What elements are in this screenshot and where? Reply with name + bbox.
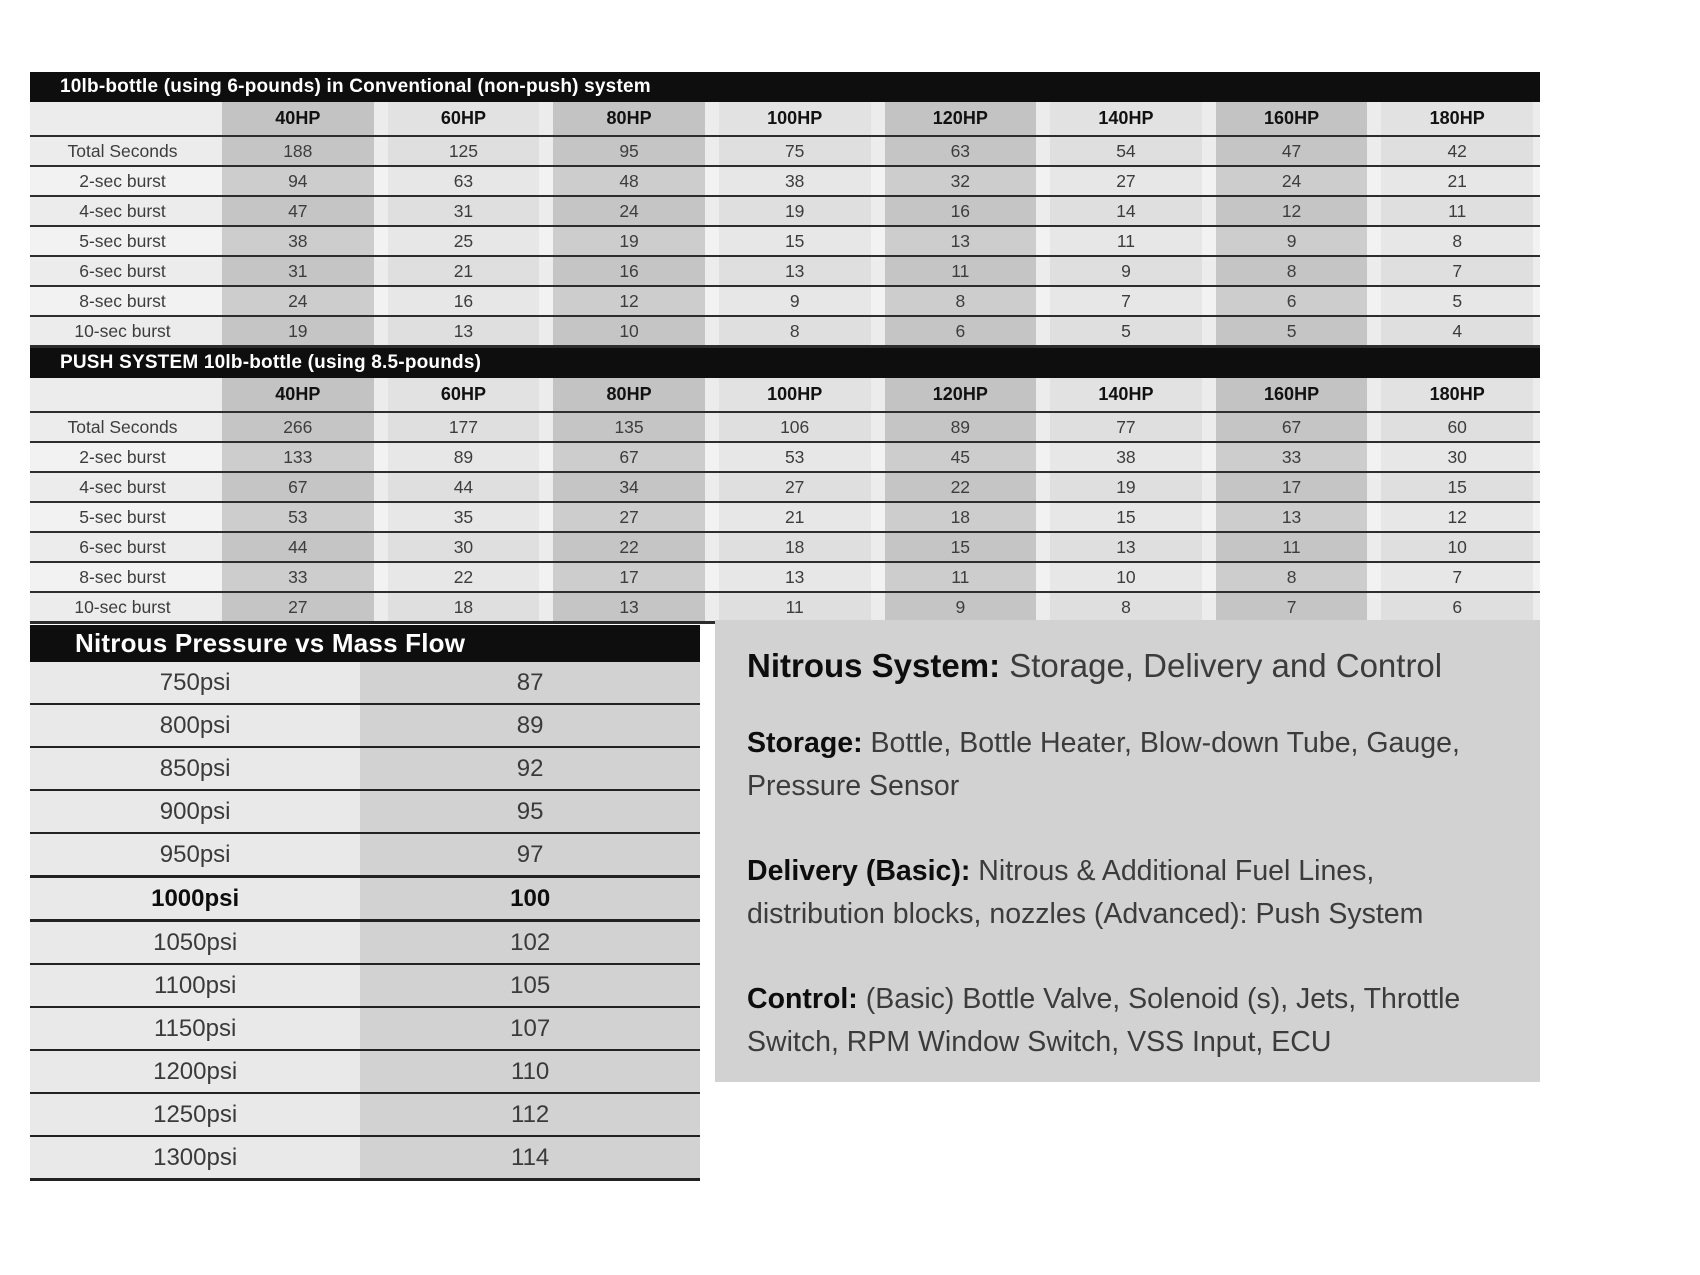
table-row <box>30 442 1540 472</box>
pressure-row <box>30 833 700 877</box>
value-cell: 24 <box>1209 166 1375 196</box>
value-cell: 13 <box>381 316 547 347</box>
control-paragraph <box>747 978 1508 1064</box>
pressure-cell: 1050psi <box>30 921 360 965</box>
value-cell: 47 <box>215 196 381 226</box>
pressure-cell: 1250psi <box>30 1093 360 1136</box>
value-cell: 13 <box>1043 532 1209 562</box>
row-label: 10-sec burst <box>30 316 215 347</box>
pressure-cell: 1200psi <box>30 1050 360 1093</box>
flow-cell: 107 <box>360 1007 700 1050</box>
value-cell: 9 <box>1043 256 1209 286</box>
info-heading-label: Nitrous System: <box>747 647 1001 684</box>
row-label: Total Seconds <box>30 136 215 166</box>
value-cell: 44 <box>381 472 547 502</box>
table-row <box>30 472 1540 502</box>
value-cell: 38 <box>1043 442 1209 472</box>
pressure-row <box>30 747 700 790</box>
value-cell: 31 <box>381 196 547 226</box>
value-cell: 30 <box>1374 442 1540 472</box>
value-cell: 13 <box>546 592 712 623</box>
row-label: 8-sec burst <box>30 286 215 316</box>
delivery-paragraph <box>747 850 1508 936</box>
value-cell: 21 <box>712 502 878 532</box>
value-cell: 16 <box>878 196 1044 226</box>
row-label: 6-sec burst <box>30 532 215 562</box>
flow-cell: 110 <box>360 1050 700 1093</box>
value-cell: 9 <box>1209 226 1375 256</box>
flow-cell: 87 <box>360 662 700 704</box>
column-header: 40HP <box>215 102 381 136</box>
value-cell: 95 <box>546 136 712 166</box>
value-cell: 11 <box>878 256 1044 286</box>
column-header: 160HP <box>1209 378 1375 412</box>
value-cell: 60 <box>1374 412 1540 442</box>
column-header: 60HP <box>381 102 547 136</box>
value-cell: 6 <box>1209 286 1375 316</box>
storage-text: Bottle, Bottle Heater, Blow-down Tube, Gauge, Pressure Sensor <box>747 727 1460 802</box>
row-label: 4-sec burst <box>30 472 215 502</box>
value-cell: 22 <box>546 532 712 562</box>
push-system-table <box>30 378 1540 624</box>
conventional-table-title: 10lb-bottle (using 6-pounds) in Conventional (non-push) system <box>60 76 651 97</box>
value-cell: 24 <box>546 196 712 226</box>
value-cell: 7 <box>1374 562 1540 592</box>
value-cell: 27 <box>712 472 878 502</box>
value-cell: 12 <box>1209 196 1375 226</box>
row-label: 2-sec burst <box>30 166 215 196</box>
table-row <box>30 226 1540 256</box>
corner-cell <box>30 102 215 136</box>
value-cell: 19 <box>546 226 712 256</box>
pressure-row <box>30 1007 700 1050</box>
storage-paragraph <box>747 722 1508 808</box>
column-header: 180HP <box>1374 102 1540 136</box>
value-cell: 75 <box>712 136 878 166</box>
flow-cell: 100 <box>360 877 700 921</box>
header-row <box>30 378 1540 412</box>
value-cell: 7 <box>1043 286 1209 316</box>
value-cell: 266 <box>215 412 381 442</box>
value-cell: 11 <box>878 562 1044 592</box>
value-cell: 89 <box>878 412 1044 442</box>
value-cell: 15 <box>878 532 1044 562</box>
value-cell: 10 <box>546 316 712 347</box>
pressure-cell: 1100psi <box>30 964 360 1007</box>
value-cell: 67 <box>546 442 712 472</box>
table-row <box>30 502 1540 532</box>
pressure-row <box>30 1050 700 1093</box>
value-cell: 133 <box>215 442 381 472</box>
pressure-row <box>30 877 700 921</box>
flow-cell: 92 <box>360 747 700 790</box>
value-cell: 16 <box>381 286 547 316</box>
value-cell: 15 <box>1374 472 1540 502</box>
value-cell: 25 <box>381 226 547 256</box>
column-header: 100HP <box>712 378 878 412</box>
row-label: 6-sec burst <box>30 256 215 286</box>
value-cell: 13 <box>712 562 878 592</box>
pressure-table-title: Nitrous Pressure vs Mass Flow <box>75 628 466 658</box>
column-header: 80HP <box>546 378 712 412</box>
push-table-title: PUSH SYSTEM 10lb-bottle (using 8.5-pounds) <box>60 352 482 373</box>
value-cell: 11 <box>1043 226 1209 256</box>
table-row <box>30 592 1540 623</box>
value-cell: 13 <box>1209 502 1375 532</box>
column-header: 120HP <box>878 378 1044 412</box>
push-table-title-bar <box>30 348 1540 378</box>
value-cell: 18 <box>381 592 547 623</box>
value-cell: 89 <box>381 442 547 472</box>
table-row <box>30 196 1540 226</box>
header-row <box>30 102 1540 136</box>
value-cell: 19 <box>1043 472 1209 502</box>
value-cell: 8 <box>1043 592 1209 623</box>
value-cell: 8 <box>712 316 878 347</box>
pressure-mass-flow-section <box>30 625 700 1181</box>
row-label: Total Seconds <box>30 412 215 442</box>
row-label: 8-sec burst <box>30 562 215 592</box>
value-cell: 67 <box>215 472 381 502</box>
column-header: 140HP <box>1043 102 1209 136</box>
value-cell: 63 <box>381 166 547 196</box>
row-label: 4-sec burst <box>30 196 215 226</box>
value-cell: 33 <box>1209 442 1375 472</box>
pressure-cell: 950psi <box>30 833 360 877</box>
info-box-heading <box>747 644 1508 688</box>
value-cell: 5 <box>1209 316 1375 347</box>
value-cell: 8 <box>1374 226 1540 256</box>
value-cell: 48 <box>546 166 712 196</box>
value-cell: 125 <box>381 136 547 166</box>
value-cell: 9 <box>878 592 1044 623</box>
delivery-label: Delivery (Basic): <box>747 855 971 887</box>
flow-cell: 105 <box>360 964 700 1007</box>
pressure-row <box>30 964 700 1007</box>
conventional-system-table-section <box>30 72 1540 348</box>
value-cell: 10 <box>1043 562 1209 592</box>
value-cell: 32 <box>878 166 1044 196</box>
value-cell: 67 <box>1209 412 1375 442</box>
value-cell: 17 <box>1209 472 1375 502</box>
column-header: 40HP <box>215 378 381 412</box>
value-cell: 24 <box>215 286 381 316</box>
value-cell: 11 <box>712 592 878 623</box>
value-cell: 21 <box>1374 166 1540 196</box>
delivery-text: Nitrous & Additional Fuel Lines, distribution blocks, nozzles (Advanced): Push System <box>747 855 1424 930</box>
value-cell: 106 <box>712 412 878 442</box>
info-heading-text: Storage, Delivery and Control <box>1000 647 1443 684</box>
value-cell: 11 <box>1374 196 1540 226</box>
value-cell: 7 <box>1374 256 1540 286</box>
control-text: (Basic) Bottle Valve, Solenoid (s), Jets, Throttle Switch, RPM Window Switch, VSS Input, ECU <box>747 983 1461 1058</box>
pressure-row <box>30 662 700 704</box>
column-header: 120HP <box>878 102 1044 136</box>
flow-cell: 102 <box>360 921 700 965</box>
pressure-table-title-bar <box>30 625 700 662</box>
conventional-system-table <box>30 102 1540 348</box>
pressure-cell: 1000psi <box>30 877 360 921</box>
row-label: 5-sec burst <box>30 226 215 256</box>
value-cell: 34 <box>546 472 712 502</box>
control-label: Control: <box>747 983 858 1015</box>
value-cell: 22 <box>381 562 547 592</box>
value-cell: 19 <box>712 196 878 226</box>
pressure-row <box>30 1136 700 1180</box>
corner-cell <box>30 378 215 412</box>
value-cell: 54 <box>1043 136 1209 166</box>
flow-cell: 97 <box>360 833 700 877</box>
value-cell: 38 <box>712 166 878 196</box>
value-cell: 9 <box>712 286 878 316</box>
table-row <box>30 562 1540 592</box>
value-cell: 27 <box>1043 166 1209 196</box>
pressure-row <box>30 921 700 965</box>
table-row <box>30 166 1540 196</box>
pressure-row <box>30 1093 700 1136</box>
value-cell: 5 <box>1043 316 1209 347</box>
value-cell: 8 <box>1209 256 1375 286</box>
table-row <box>30 286 1540 316</box>
conventional-table-title-bar <box>30 72 1540 102</box>
storage-label: Storage: <box>747 727 863 759</box>
pressure-cell: 1150psi <box>30 1007 360 1050</box>
value-cell: 22 <box>878 472 1044 502</box>
pressure-cell: 900psi <box>30 790 360 833</box>
value-cell: 188 <box>215 136 381 166</box>
pressure-cell: 1300psi <box>30 1136 360 1180</box>
value-cell: 15 <box>712 226 878 256</box>
value-cell: 17 <box>546 562 712 592</box>
pressure-cell: 850psi <box>30 747 360 790</box>
flow-cell: 95 <box>360 790 700 833</box>
value-cell: 6 <box>1374 592 1540 623</box>
column-header: 160HP <box>1209 102 1375 136</box>
value-cell: 18 <box>712 532 878 562</box>
value-cell: 27 <box>215 592 381 623</box>
row-label: 5-sec burst <box>30 502 215 532</box>
value-cell: 6 <box>878 316 1044 347</box>
row-label: 2-sec burst <box>30 442 215 472</box>
pressure-cell: 750psi <box>30 662 360 704</box>
value-cell: 38 <box>215 226 381 256</box>
value-cell: 10 <box>1374 532 1540 562</box>
value-cell: 53 <box>712 442 878 472</box>
value-cell: 13 <box>878 226 1044 256</box>
value-cell: 30 <box>381 532 547 562</box>
value-cell: 4 <box>1374 316 1540 347</box>
table-row <box>30 136 1540 166</box>
value-cell: 42 <box>1374 136 1540 166</box>
pressure-mass-flow-table <box>30 662 700 1181</box>
value-cell: 18 <box>878 502 1044 532</box>
value-cell: 77 <box>1043 412 1209 442</box>
value-cell: 63 <box>878 136 1044 166</box>
column-header: 140HP <box>1043 378 1209 412</box>
value-cell: 8 <box>1209 562 1375 592</box>
pressure-row <box>30 790 700 833</box>
value-cell: 12 <box>546 286 712 316</box>
value-cell: 19 <box>215 316 381 347</box>
value-cell: 31 <box>215 256 381 286</box>
flow-cell: 89 <box>360 704 700 747</box>
value-cell: 35 <box>381 502 547 532</box>
value-cell: 7 <box>1209 592 1375 623</box>
table-row <box>30 412 1540 442</box>
value-cell: 8 <box>878 286 1044 316</box>
value-cell: 45 <box>878 442 1044 472</box>
pressure-row <box>30 704 700 747</box>
value-cell: 27 <box>546 502 712 532</box>
table-row <box>30 256 1540 286</box>
value-cell: 94 <box>215 166 381 196</box>
table-row <box>30 316 1540 347</box>
column-header: 80HP <box>546 102 712 136</box>
value-cell: 16 <box>546 256 712 286</box>
value-cell: 15 <box>1043 502 1209 532</box>
value-cell: 177 <box>381 412 547 442</box>
flow-cell: 114 <box>360 1136 700 1180</box>
column-header: 60HP <box>381 378 547 412</box>
value-cell: 13 <box>712 256 878 286</box>
column-header: 180HP <box>1374 378 1540 412</box>
value-cell: 44 <box>215 532 381 562</box>
row-label: 10-sec burst <box>30 592 215 623</box>
value-cell: 135 <box>546 412 712 442</box>
column-header: 100HP <box>712 102 878 136</box>
value-cell: 53 <box>215 502 381 532</box>
push-system-table-section <box>30 348 1540 624</box>
value-cell: 33 <box>215 562 381 592</box>
flow-cell: 112 <box>360 1093 700 1136</box>
value-cell: 11 <box>1209 532 1375 562</box>
value-cell: 21 <box>381 256 547 286</box>
value-cell: 47 <box>1209 136 1375 166</box>
value-cell: 14 <box>1043 196 1209 226</box>
nitrous-system-info-box <box>715 620 1540 1082</box>
pressure-cell: 800psi <box>30 704 360 747</box>
table-row <box>30 532 1540 562</box>
value-cell: 5 <box>1374 286 1540 316</box>
value-cell: 12 <box>1374 502 1540 532</box>
